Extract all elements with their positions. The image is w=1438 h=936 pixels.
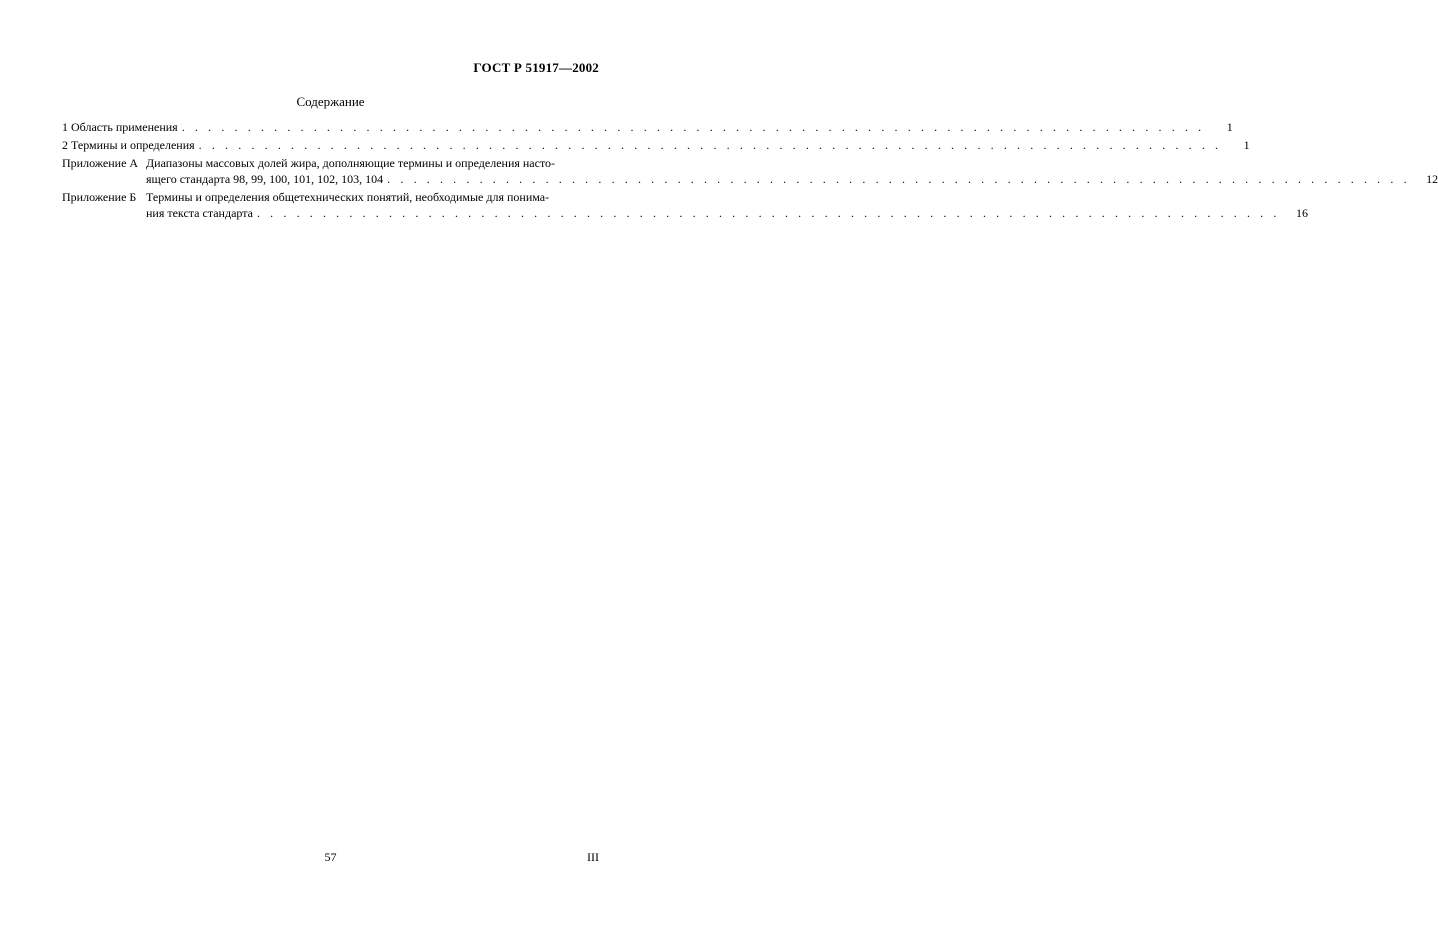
- dot-leader: [257, 205, 1280, 221]
- dot-leader: [199, 137, 1222, 153]
- toc-title: Содержание: [296, 94, 365, 109]
- appendix-label: Приложение Б: [62, 190, 137, 204]
- dot-leader: [182, 119, 1205, 135]
- toc-entry-page: 1: [1226, 120, 1233, 134]
- toc-entry-appendix-a[interactable]: [62, 155, 1438, 187]
- dot-leader: [387, 171, 1410, 187]
- appendix-title-line2: ния текста стандарта: [146, 206, 253, 220]
- toc-entry-text: 2 Термины и определения: [62, 138, 195, 152]
- toc-entry-terms[interactable]: [62, 137, 1250, 153]
- toc-entry-page: 1: [1243, 138, 1250, 152]
- appendix-title-line1: Диапазоны массовых долей жира, дополняющие термины и определения насто-: [146, 156, 556, 170]
- document-code: ГОСТ Р 51917—2002: [473, 60, 599, 75]
- toc-entry-appendix-b[interactable]: [62, 189, 1308, 221]
- appendix-label: Приложение А: [62, 156, 139, 170]
- table-of-contents: [62, 119, 1438, 223]
- toc-entry-scope[interactable]: [62, 119, 1233, 135]
- page-number: 57: [324, 850, 337, 864]
- appendix-title-line2: ящего стандарта 98, 99, 100, 101, 102, 103, 104: [146, 172, 384, 186]
- toc-entry-text: 1 Область применения: [62, 120, 178, 134]
- toc-entry-page: 12: [1426, 172, 1438, 186]
- appendix-title-line1: Термины и определения общетехнических понятий, необходимые для понима-: [146, 190, 550, 204]
- roman-page-number: III: [587, 850, 599, 864]
- toc-entry-page: 16: [1295, 206, 1308, 220]
